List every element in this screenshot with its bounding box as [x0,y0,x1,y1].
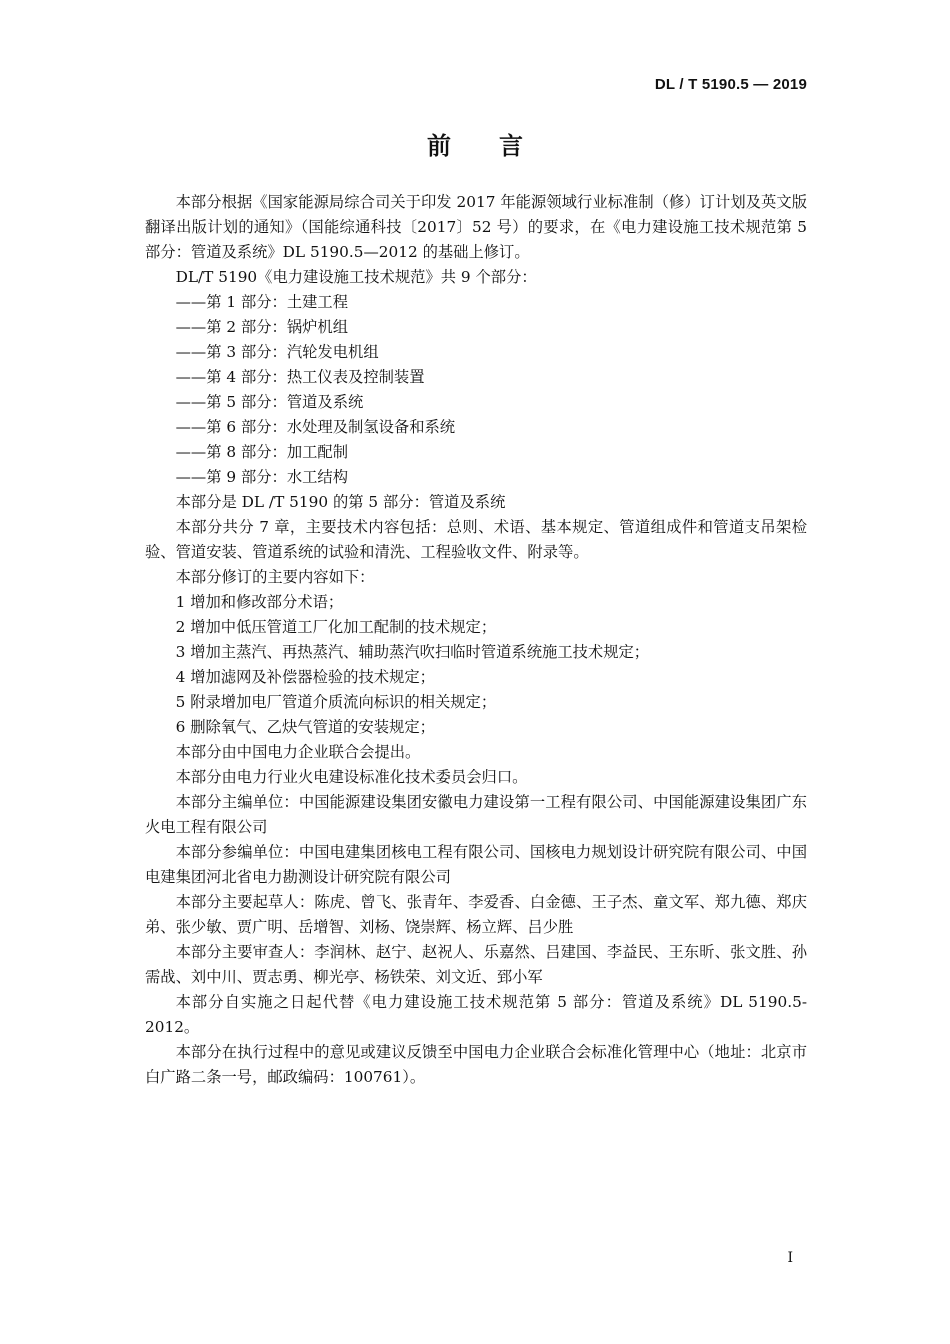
paragraph: 本部分由电力行业火电建设标准化技术委员会归口。 [175,768,528,786]
foreword-body [145,190,807,1090]
list-item: ——第 1 部分：土建工程 [175,293,349,311]
paragraph: 本部分根据《国家能源局综合司关于印发 2017 年能源领域行业标准制（修）订计划及英文版翻译出版计划的通知》（国能综通科技〔2017〕52 号）的要求，在《电力建设施工技术规范第 5 部分：管道及系统》DL 5190.5—2012 的基础上修订。 [145,193,807,261]
list-item: 1 增加和修改部分术语； [175,593,344,611]
paragraph: 本部分由中国电力企业联合会提出。 [175,743,421,761]
list-item: ——第 8 部分：加工配制 [175,443,349,461]
list-item: 2 增加中低压管道工厂化加工配制的技术规定； [175,618,497,636]
list-item: ——第 2 部分：锅炉机组 [175,318,349,336]
list-item: 3 增加主蒸汽、再热蒸汽、辅助蒸汽吹扫临时管道系统施工技术规定； [175,643,650,661]
paragraph: 本部分修订的主要内容如下： [175,568,375,586]
page-number: I [787,1250,793,1266]
page-title [0,126,950,161]
list-item: ——第 3 部分：汽轮发电机组 [175,343,379,361]
paragraph: 本部分在执行过程中的意见或建议反馈至中国电力企业联合会标准化管理中心（地址：北京市白广路二条一号，邮政编码：100761）。 [145,1043,807,1086]
paragraph: 本部分参编单位：中国电建集团核电工程有限公司、国核电力规划设计研究院有限公司、中国电建集团河北省电力勘测设计研究院有限公司 [145,843,807,886]
paragraph: 本部分主编单位：中国能源建设集团安徽电力建设第一工程有限公司、中国能源建设集团广东火电工程有限公司 [145,793,807,836]
standard-code-header: DL / T 5190.5 — 2019 [654,76,807,93]
paragraph: 本部分自实施之日起代替《电力建设施工技术规范第 5 部分：管道及系统》DL 5190.5-2012。 [145,993,807,1036]
paragraph: DL/T 5190《电力建设施工技术规范》共 9 个部分： [175,268,537,286]
list-item: ——第 4 部分：热工仪表及控制装置 [175,368,425,386]
paragraph: 本部分主要审查人：李润林、赵宁、赵祝人、乐嘉然、吕建国、李益民、王东昕、张文胜、孙需战、刘中川、贾志勇、柳光亭、杨铁荣、刘文近、郅小军 [145,943,807,986]
list-item: ——第 6 部分：水处理及制氢设备和系统 [175,418,456,436]
title-char-1: 前 [427,131,451,160]
paragraph: 本部分共分 7 章，主要技术内容包括：总则、术语、基本规定、管道组成件和管道支吊架检验、管道安装、管道系统的试验和清洗、工程验收文件、附录等。 [145,518,807,561]
title-char-2: 言 [499,131,523,160]
list-item: 5 附录增加电厂管道介质流向标识的相关规定； [175,693,497,711]
list-item: ——第 5 部分：管道及系统 [175,393,364,411]
list-item: ——第 9 部分：水工结构 [175,468,349,486]
list-item: 4 增加滤网及补偿器检验的技术规定； [175,668,435,686]
list-item: 6 删除氧气、乙炔气管道的安装规定； [175,718,435,736]
paragraph: 本部分是 DL /T 5190 的第 5 部分：管道及系统 [175,493,506,511]
paragraph: 本部分主要起草人：陈虎、曾飞、张青年、李爱香、白金德、王子杰、童文军、郑九德、郑庆弟、张少敏、贾广明、岳增智、刘杨、饶崇辉、杨立辉、吕少胜 [145,893,807,936]
